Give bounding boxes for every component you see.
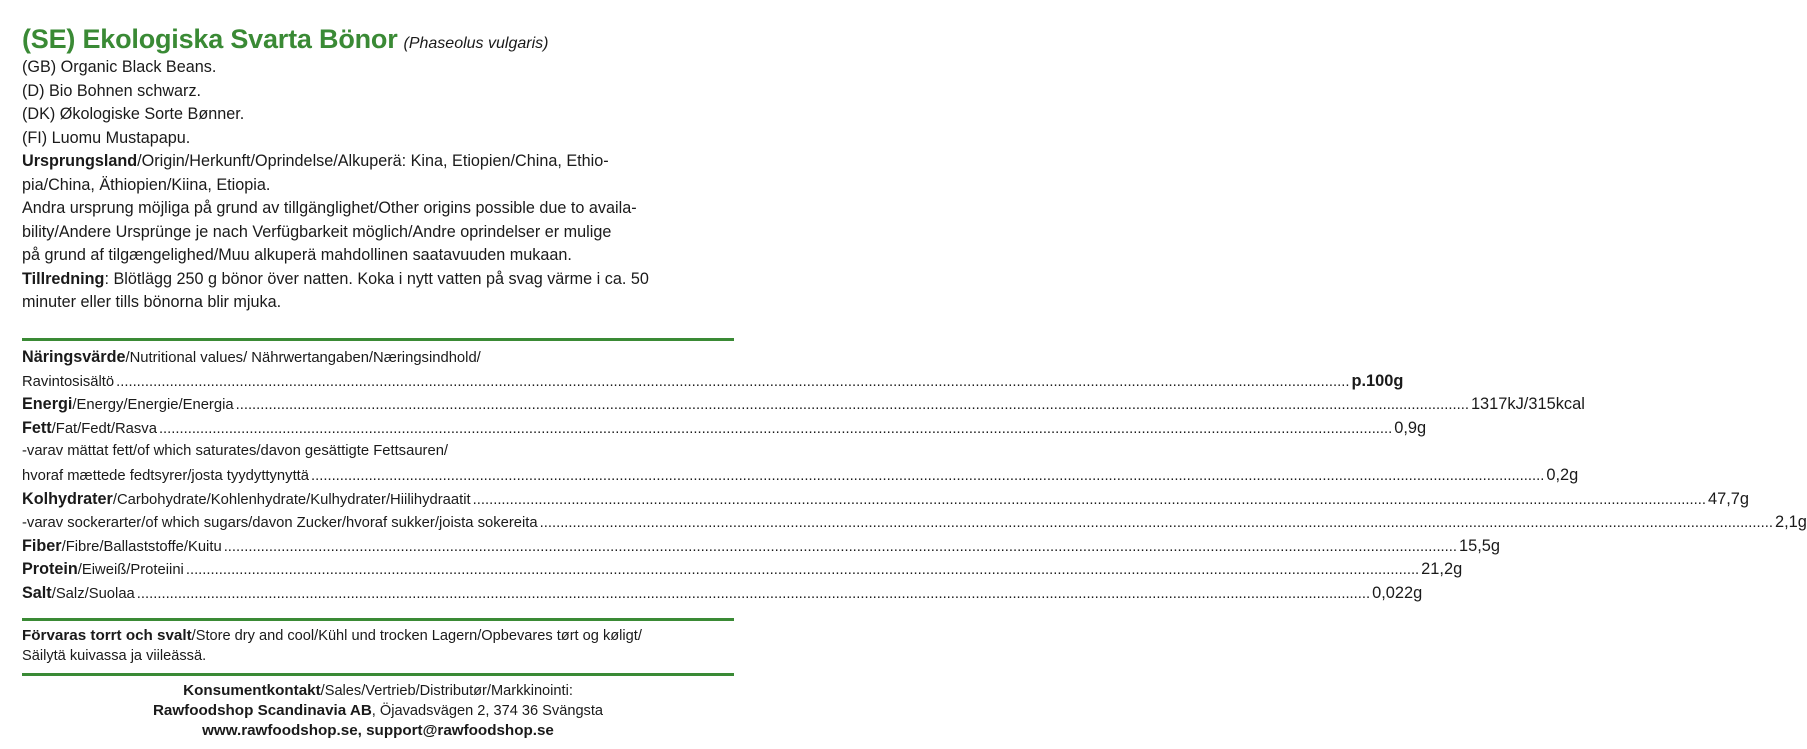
other-origins-1: Andra ursprung möjliga på grund av tillgänglighet/Other origins possible due to availa-	[22, 199, 637, 217]
origin-line-2: pia/China, Äthiopien/Kiina, Etiopia.	[22, 175, 271, 194]
leader-dots: ............................................................................................................................................................................................................................................................................................................	[235, 397, 1469, 414]
nutrient-name: Fiber	[22, 536, 62, 555]
nutrition-row	[22, 582, 1423, 606]
other-origins-2: bility/Andere Ursprünge je nach Verfügbarkeit möglich/Andre oprindelser er mulige	[22, 222, 612, 241]
nutrient-translations: /Salz/Suolaa	[51, 585, 135, 602]
nutrient-value: 21,2g	[1421, 560, 1463, 579]
nutrition-row-label	[22, 558, 184, 583]
leader-dots: ............................................................................................................................................................................................................................................................................................................	[185, 562, 1420, 579]
nutrition-row-label	[22, 440, 448, 464]
nutrient-name: Fett	[22, 418, 52, 437]
nutrition-row	[22, 464, 1579, 488]
latin-name: (Phaseolus vulgaris)	[403, 35, 549, 52]
leader-dots: ............................................................................................................................................................................................................................................................................................................	[158, 420, 1393, 437]
leader-dots: ............................................................................................................................................................................................................................................................................................................	[223, 538, 1458, 555]
nutrition-row-label	[22, 582, 135, 607]
contact-web: www.rawfoodshop.se, support@rawfoodshop.se	[202, 722, 554, 739]
nutrition-header-rest: /Nutritional values/ Nährwertangaben/Næringsindhold/	[125, 350, 481, 366]
divider-middle	[22, 618, 734, 621]
nutrient-translations: -varav mättat fett/of which saturates/davon gesättigte Fettsauren/	[22, 443, 449, 460]
nutrition-header	[22, 346, 734, 370]
title-line	[22, 24, 734, 55]
nutrition-table	[22, 346, 1807, 606]
contact-label-rest: /Sales/Vertrieb/Distributør/Markkinointi:	[320, 683, 573, 699]
nutrient-name: Salt	[22, 583, 52, 602]
preparation-label: Tillredning	[22, 269, 105, 288]
leader-dots: ............................................................................................................................................................................................................................................................................................................	[136, 585, 1371, 602]
nutrient-value: 0,9g	[1394, 418, 1427, 437]
nutrition-row	[22, 535, 1501, 559]
nutrient-value: 47,7g	[1707, 489, 1750, 508]
per-100g: p.100g	[1351, 371, 1404, 390]
nutrient-value: 15,5g	[1459, 536, 1501, 555]
company-address: , Öjavadsvägen 2, 374 36 Svängsta	[371, 703, 604, 719]
nutrition-row	[22, 393, 1585, 417]
origin-line-1	[22, 150, 734, 174]
translation-d: (D) Bio Bohnen schwarz.	[22, 81, 202, 100]
nutrition-row-label	[22, 417, 157, 442]
nutrition-row	[22, 558, 1463, 582]
nutrition-row	[22, 440, 734, 464]
nutrition-header-line2: Ravintosisältö	[22, 373, 115, 390]
nutrient-value: 0,022g	[1372, 583, 1423, 602]
nutrient-name: Kolhydrater	[22, 489, 113, 508]
preparation-line-2: minuter eller tills bönorna blir mjuka.	[22, 293, 282, 311]
company-name: Rawfoodshop Scandinavia AB	[152, 702, 372, 719]
translations	[22, 56, 734, 150]
divider-top	[22, 338, 734, 341]
nutrition-row-label	[22, 488, 471, 513]
contact-info	[22, 681, 734, 740]
storage-label: Förvaras torrt och svalt	[22, 627, 192, 644]
origin-label: Ursprungsland	[22, 152, 138, 170]
product-title: (SE) Ekologiska Svarta Bönor	[22, 24, 398, 54]
nutrition-row-label	[22, 393, 234, 418]
leader-dots: ............................................................................................................................................................................................................................................................................................................	[472, 491, 1706, 508]
storage-info	[22, 626, 734, 666]
nutrition-row-label	[22, 465, 309, 489]
nutrient-translations: /Eiweiß/Proteiini	[77, 562, 184, 579]
nutrition-rows	[22, 393, 1807, 605]
nutrient-name: Energi	[22, 395, 73, 414]
product-label	[22, 24, 734, 315]
divider-bottom	[22, 673, 734, 676]
nutrient-translations: hvoraf mættede fedtsyrer/josta tyydyttynyttä	[22, 467, 310, 484]
translation-gb: (GB) Organic Black Beans.	[22, 58, 217, 76]
nutrition-row	[22, 417, 1427, 441]
nutrition-header-bold: Näringsvärde	[22, 348, 126, 366]
nutrient-name: Protein	[22, 560, 78, 579]
nutrition-row-label	[22, 535, 222, 560]
other-origins-3: på grund af tilgængelighed/Muu alkuperä mahdollinen saatavuuden mukaan.	[22, 246, 572, 264]
preparation-text-1: : Blötlägg 250 g bönor över natten. Koka i nytt vatten på svag värme i ca. 50	[104, 269, 649, 288]
nutrient-value: 2,1g	[1774, 513, 1807, 532]
preparation-line-1	[22, 268, 734, 292]
nutrient-translations: -varav sockerarter/of which sugars/davon Zucker/hvoraf sukker/joista sokereita	[22, 515, 538, 532]
leader-dots: ............................................................................................................................................................................................................................................................................................................	[311, 467, 1545, 484]
nutrient-value: 1317kJ/315kcal	[1470, 395, 1585, 414]
nutrient-translations: /Fibre/Ballaststoffe/Kuitu	[61, 538, 222, 555]
contact-label: Konsumentkontakt	[183, 682, 321, 699]
translation-fi: (FI) Luomu Mustapapu.	[22, 128, 191, 147]
leader-dots: ............................................................................................................................................................................................................................................................................................................	[116, 373, 1350, 390]
nutrient-translations: /Fat/Fedt/Rasva	[51, 420, 157, 437]
storage-text-1: /Store dry and cool/Kühl und trocken Lagern/Opbevares tørt og køligt/	[191, 628, 642, 644]
contact-line-2	[22, 701, 734, 721]
nutrition-row	[22, 488, 1750, 512]
nutrition-per-row	[22, 370, 1404, 394]
nutrition-row-label	[22, 512, 538, 536]
nutrient-value: 0,2g	[1546, 465, 1579, 484]
origin-text-1: /Origin/Herkunft/Oprindelse/Alkuperä: Kina, Etiopien/China, Ethio-	[137, 152, 609, 170]
nutrient-translations: /Carbohydrate/Kohlenhydrate/Kulhydrater/Hiilihydraatit	[112, 491, 471, 508]
nutrient-translations: /Energy/Energie/Energia	[72, 397, 234, 414]
storage-line-1	[22, 626, 734, 646]
translation-dk: (DK) Økologiske Sorte Bønner.	[22, 105, 245, 123]
leader-dots: ............................................................................................................................................................................................................................................................................................................	[539, 515, 1773, 532]
contact-line-1	[22, 681, 734, 701]
storage-line-2: Säilytä kuivassa ja viileässä.	[22, 648, 207, 664]
nutrition-row	[22, 511, 1807, 535]
